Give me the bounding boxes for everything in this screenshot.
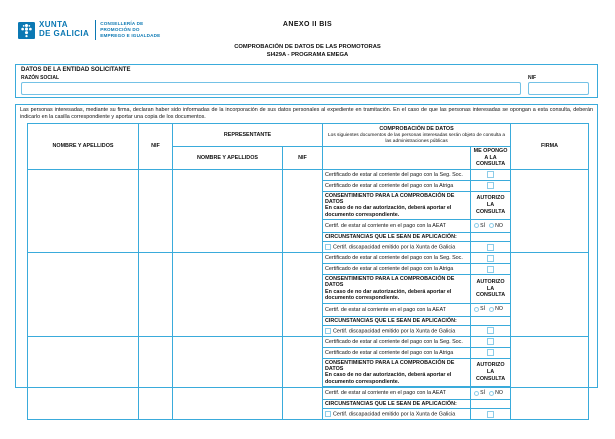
entity-nif-label: NIF — [528, 75, 537, 81]
doc-aeat-label: Certif. de estar al corriente en el pago con la AEAT — [323, 387, 471, 400]
aeat-yes-label: SÍ — [480, 222, 486, 229]
document-title-line1: COMPROBACIÓN DE DATOS DE LAS PROMOTORAS — [234, 44, 381, 50]
consent-note: En caso de no dar autorización, deberá aportar el documento correspondiente. — [325, 288, 452, 302]
aeat-yes-radio[interactable] — [474, 391, 479, 396]
promoter-nif-cell[interactable] — [139, 169, 173, 253]
oppose-atriga-checkbox[interactable] — [487, 266, 494, 273]
consent-cell — [323, 275, 471, 303]
oppose-disability-cell — [471, 325, 511, 336]
aeat-yes-radio[interactable] — [474, 223, 479, 228]
oppose-atriga-checkbox[interactable] — [487, 349, 494, 356]
aeat-no-radio[interactable] — [489, 223, 494, 228]
disability-cert-checkbox[interactable] — [325, 328, 331, 334]
oppose-disability-cell — [471, 242, 511, 253]
aeat-yes-label: SÍ — [480, 390, 486, 397]
disability-cert-cell — [323, 242, 471, 253]
consent-cell — [323, 358, 471, 386]
aeat-no-radio[interactable] — [489, 391, 494, 396]
table-header — [28, 124, 589, 169]
disability-cert-checkbox[interactable] — [325, 411, 331, 417]
signature-cell[interactable] — [511, 336, 589, 420]
oppose-disability-checkbox[interactable] — [487, 411, 494, 418]
representative-nif-cell[interactable] — [283, 169, 323, 253]
col-header-rep-nombre: NOMBRE Y APELLIDOS — [173, 147, 283, 169]
representative-nif-cell[interactable] — [283, 336, 323, 420]
circumstances-empty-cell — [471, 316, 511, 325]
promoter-name-cell[interactable] — [28, 336, 139, 420]
oppose-atriga-cell — [471, 347, 511, 358]
document-title — [0, 44, 615, 60]
entity-nif-input[interactable] — [528, 82, 589, 95]
authorize-consulta-label: AUTORIZO LA CONSULTA — [471, 275, 511, 303]
doc-seg-soc-label: Certificado de estar al corriente del pago con la Seg. Soc. — [323, 253, 471, 264]
circumstances-empty-cell — [471, 233, 511, 242]
disability-cert-cell — [323, 325, 471, 336]
doc-disability-label: Certif. discapacidad emitido por la Xunta de Galicia — [333, 327, 456, 334]
razon-social-input[interactable] — [21, 82, 521, 95]
oppose-seg-soc-cell — [471, 336, 511, 347]
aeat-no-radio[interactable] — [489, 307, 494, 312]
promoter-name-cell[interactable] — [28, 253, 139, 337]
aeat-no-label: NO — [495, 306, 503, 313]
signature-cell[interactable] — [511, 169, 589, 253]
consent-note: En caso de no dar autorización, deberá aportar el documento correspondiente. — [325, 372, 452, 385]
entity-section-title: DATOS DE LA ENTIDAD SOLICITANTE — [21, 67, 131, 73]
promoter-nif-cell[interactable] — [139, 336, 173, 420]
representative-name-cell[interactable] — [173, 169, 283, 253]
oppose-disability-checkbox[interactable] — [487, 244, 494, 251]
brand-name-line1: XUNTA — [39, 20, 68, 30]
razon-social-label: RAZÓN SOCIAL — [21, 75, 60, 81]
consent-note: En caso de no dar autorización, deberá aportar el documento correspondiente. — [325, 205, 452, 218]
doc-atriga-label: Certificado de estar al corriente del pago con la Atriga — [323, 180, 471, 191]
col-header-firma: FIRMA — [511, 124, 589, 169]
aeat-yes-radio[interactable] — [474, 307, 479, 312]
consent-title: CONSENTIMIENTO PARA LA COMPROBACIÓN DE DATOS — [325, 359, 455, 373]
anexo-label: ANEXO II BIS — [282, 21, 333, 28]
circumstances-header: CIRCUNSTANCIAS QUE LE SEAN DE APLICACIÓN: — [323, 316, 471, 325]
disability-cert-checkbox[interactable] — [325, 244, 331, 250]
oppose-seg-soc-cell — [471, 169, 511, 180]
promoter-block — [28, 336, 589, 420]
privacy-notice: Las personas interesadas, mediante su firma, declaran haber sido informadas de la incorporación de sus datos personales al expediente en tramitación. En el caso de que las personas interesadas se opongan a esta consulta, deberán indicarlo en la casilla correspondiente y aportar una copia de los documentos. — [20, 107, 593, 121]
authorize-consulta-label: AUTORIZO LA CONSULTA — [471, 358, 511, 386]
oppose-disability-cell — [471, 409, 511, 420]
aeat-yes-label: SÍ — [480, 306, 486, 313]
promoter-nif-cell[interactable] — [139, 253, 173, 337]
col-header-rep-nif: NIF — [283, 147, 323, 169]
oppose-atriga-cell — [471, 264, 511, 275]
doc-atriga-label: Certificado de estar al corriente del pago con la Atriga — [323, 264, 471, 275]
col-header-nombre: NOMBRE Y APELLIDOS — [28, 124, 139, 169]
entity-data-section — [15, 64, 598, 98]
representative-name-cell[interactable] — [173, 336, 283, 420]
circumstances-header: CIRCUNSTANCIAS QUE LE SEAN DE APLICACIÓN: — [323, 233, 471, 242]
authorize-consulta-label: AUTORIZO LA CONSULTA — [471, 191, 511, 219]
doc-seg-soc-label: Certificado de estar al corriente del pago con la Seg. Soc. — [323, 169, 471, 180]
promoter-name-cell[interactable] — [28, 169, 139, 253]
doc-atriga-label: Certificado de estar al corriente del pago con la Atriga — [323, 347, 471, 358]
col-header-comprobacion — [323, 124, 511, 147]
verification-table — [27, 123, 589, 420]
col-header-me-opongo: ME OPONGO A LA CONSULTA — [471, 147, 511, 169]
circumstances-header: CIRCUNSTANCIAS QUE LE SEAN DE APLICACIÓN: — [323, 400, 471, 409]
oppose-seg-soc-checkbox[interactable] — [487, 171, 494, 178]
aeat-radio-cell — [471, 303, 511, 316]
aeat-no-label: NO — [495, 390, 503, 397]
oppose-atriga-checkbox[interactable] — [487, 182, 494, 189]
promoter-block — [28, 253, 589, 337]
brand-name-line2: DE GALICIA — [39, 29, 90, 38]
aeat-radio-cell — [471, 387, 511, 400]
doc-disability-label: Certif. discapacidad emitido por la Xunta de Galicia — [333, 244, 456, 251]
oppose-seg-soc-checkbox[interactable] — [487, 338, 494, 345]
disability-cert-cell — [323, 409, 471, 420]
oppose-seg-soc-checkbox[interactable] — [487, 255, 494, 262]
doc-aeat-label: Certif. de estar al corriente en el pago con la AEAT — [323, 303, 471, 316]
aeat-radio-cell — [471, 220, 511, 233]
promoter-block — [28, 169, 589, 253]
col-header-nif: NIF — [139, 124, 173, 169]
department-line2: PROMOCIÓN DO — [100, 27, 140, 33]
consent-title: CONSENTIMIENTO PARA LA COMPROBACIÓN DE DATOS — [325, 276, 455, 289]
doc-aeat-label: Certif. de estar al corriente en el pago con la AEAT — [323, 220, 471, 233]
representative-name-cell[interactable] — [173, 253, 283, 337]
consent-cell — [323, 191, 471, 219]
doc-disability-label: Certif. discapacidad emitido por la Xunta de Galicia — [333, 411, 456, 418]
oppose-atriga-cell — [471, 180, 511, 191]
verification-section — [15, 104, 598, 418]
col-header-representante: REPRESENTANTE — [173, 124, 323, 147]
department-line1: CONSELLERÍA DE — [100, 21, 144, 27]
signature-cell[interactable] — [511, 253, 589, 337]
comprobacion-subtitle: Los siguientes documentos de las personas interesadas serán objeto de consulta a las administraciones públicas — [327, 133, 506, 144]
doc-seg-soc-label: Certificado de estar al corriente del pago con la Seg. Soc. — [323, 336, 471, 347]
aeat-no-label: NO — [495, 222, 503, 229]
document-title-line2: SI429A - PROGRAMA EMEGA — [266, 51, 349, 58]
oppose-disability-checkbox[interactable] — [487, 327, 494, 334]
comprobacion-title: COMPROBACIÓN DE DATOS — [379, 125, 454, 132]
representative-nif-cell[interactable] — [283, 253, 323, 337]
department-line3: EMPREGO E IGUALDADE — [100, 32, 161, 38]
circumstances-empty-cell — [471, 400, 511, 409]
col-header-documents-empty — [323, 147, 471, 169]
consent-title: CONSENTIMIENTO PARA LA COMPROBACIÓN DE DATOS — [325, 192, 455, 205]
oppose-seg-soc-cell — [471, 253, 511, 264]
